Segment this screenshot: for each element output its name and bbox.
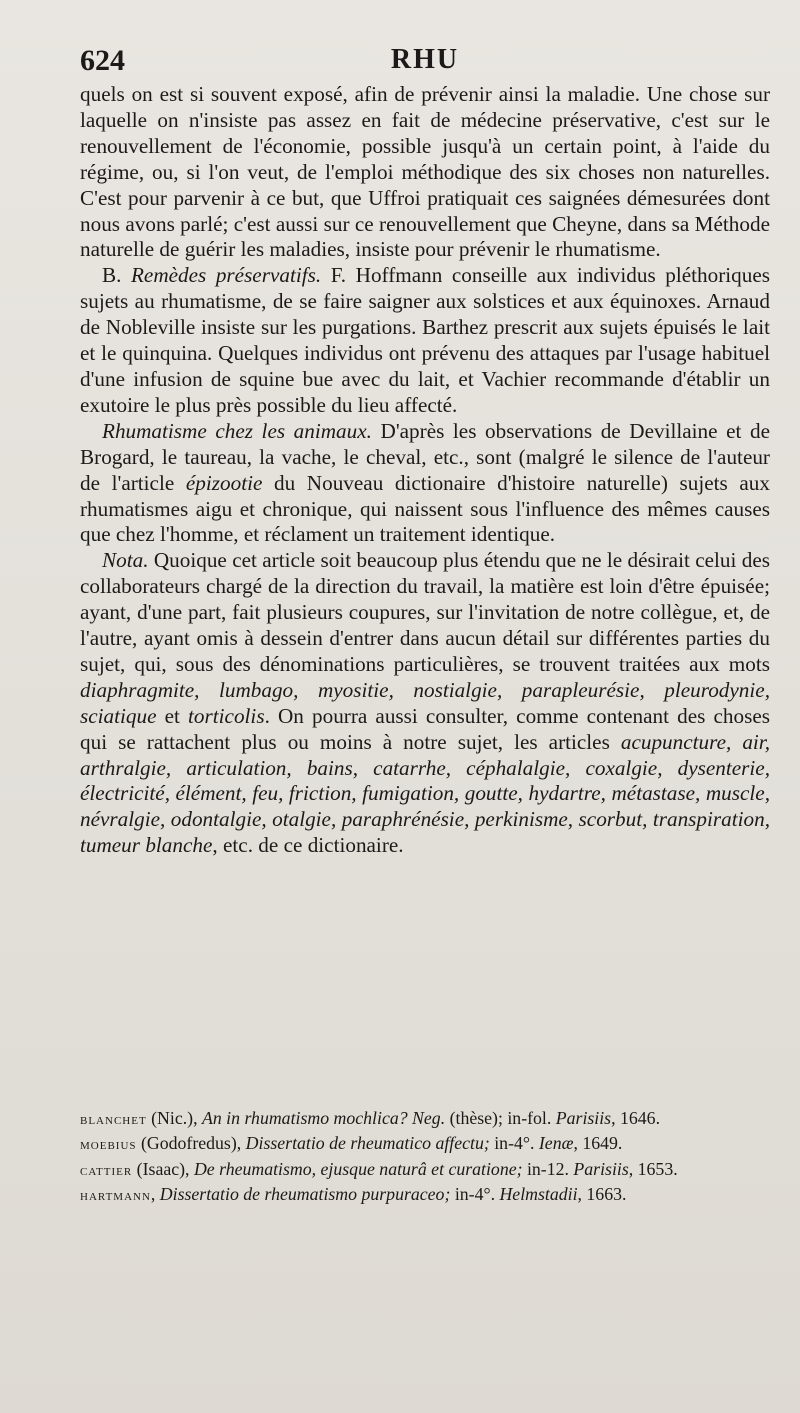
paragraph-nota (80, 548, 770, 859)
publication-year: , 1646. (611, 1108, 661, 1128)
paragraph-text: . On pourra aussi consulter, comme contenant des choses qui se rattachent plus ou moins à notre sujet, les articles (80, 703, 770, 754)
bibliography-entry (80, 1183, 770, 1207)
paragraph-text: , etc. de ce dictionaire. (212, 833, 404, 858)
section-heading: Rhumatisme chez les animaux. (102, 418, 372, 443)
publication-info: (thèse); in-fol. (445, 1108, 556, 1128)
publication-info: in-4°. (450, 1184, 500, 1205)
bibliography (80, 1107, 770, 1209)
paragraph-text: quels on est si souvent exposé, afin de prévenir ainsi la maladie. Une chose sur laquelle on n'insiste pas assez en fait de médecine préservative, c'est sur le renouvellement de l'économie, possible jusqu'à un certain point, à l'aide du régime, ou, si l'on veut, de l'emploi méthodique des six choses non naturelles. C'est pour parvenir à ce but, que Uffroi pratiquait ces saignées démesurées dont nous avons parlé; c'est aussi sur ce renouvellement que Cheyne, dans sa Méthode naturelle de guérir les maladies, insiste pour prévenir le rhumatisme. (80, 82, 770, 262)
author-given: (Nic.), (146, 1108, 202, 1128)
publication-year: , 1663. (577, 1184, 627, 1205)
paragraph-text: Quoique cet article soit beaucoup plus étendu que ne le désirait celui des collaborateurs chargé de la direction du travail, la matière est loin d'être épuisée; ayant, d'une part, fait plusieurs coupures, sur l'invitation de notre collègue, et, de l'autre, ayant omis à dessein d'entrer dans aucun détail sur différentes parties du sujet, qui, sous des dénominations particulières, se trouvent traitées aux mots (80, 548, 770, 676)
italic-terms: acupuncture, air, arthralgie, articulation, bains, catarrhe, céphalalgie, coxalgie, dysenterie, électricité, élément, feu, friction, fumigation, goutte, hydartre, métastase, muscle, névralgie, odontalgie, otalgie, paraphrénésie, perkinisme, scorbut, transpiration, tumeur blanche (80, 729, 770, 858)
author-given: (Godofredus), (136, 1133, 246, 1154)
bibliography-entry (80, 1158, 770, 1182)
publication-place: Parisiis (555, 1108, 612, 1128)
section-heading: Remèdes préservatifs. (130, 263, 322, 288)
author-name: hartmann (80, 1187, 151, 1205)
italic-term: torticolis (188, 703, 265, 728)
italic-term: épizootie (185, 470, 263, 495)
italic-terms: diaphragmite, lumbago, myositie, nostialgie, parapleurésie, pleurodynie, sciatique (80, 677, 770, 728)
publication-place: Ienæ (538, 1133, 574, 1154)
publication-year: , 1653. (628, 1158, 678, 1179)
paragraph-text: du Nouveau dictionaire d'histoire naturelle) sujets aux rhumatismes aigu et chronique, qui naissent sous l'influence des mêmes causes que chez l'homme, et réclament un traitement identique. (80, 470, 770, 547)
author-given: , (150, 1184, 160, 1205)
section-heading: Nota. (102, 548, 149, 573)
work-title: De rheumatismo, ejusque naturâ et curatione; (193, 1158, 523, 1179)
page-number: 624 (80, 44, 125, 77)
paragraph-animals (80, 419, 770, 549)
bibliography-entry (80, 1132, 770, 1156)
work-title: Dissertatio de rheumatismo purpuraceo; (159, 1184, 451, 1205)
paragraph-text: D'après les observations de Devillaine et de Brogard, le taureau, la vache, le cheval, etc., sont (malgré le silence de l'auteur de l'article (80, 418, 770, 495)
paragraph-text: F. Hoffmann conseille aux individus pléthoriques sujets au rhumatisme, de se faire saigner aux solstices et aux équinoxes. Arnaud de Nobleville insiste sur les purgations. Barthez prescrit aux sujets épuisés le lait et le quinquina. Quelques individus ont prévenu des attaques par l'usage habituel d'une infusion de squine bue avec du lait, et Vachier recommande d'établir un exutoire le plus près possible du lieu affecté. (80, 263, 771, 417)
author-given: (Isaac), (132, 1158, 194, 1179)
publication-place: Parisiis (573, 1158, 629, 1179)
work-title: Dissertatio de rheumatico affectu; (245, 1133, 490, 1154)
bibliography-entry (80, 1107, 770, 1131)
author-name: moebius (80, 1136, 137, 1154)
author-name: blanchet (80, 1111, 147, 1128)
running-head: RHU (390, 44, 460, 75)
publication-info: in-4°. (489, 1133, 539, 1154)
publication-year: , 1649. (573, 1133, 623, 1154)
work-title: An in rhumatismo mochlica? Neg. (201, 1108, 446, 1128)
paragraph-text: et (156, 703, 189, 728)
author-name: cattier (80, 1161, 133, 1179)
section-letter: B. (102, 263, 131, 288)
paragraph-preservative-remedies (80, 263, 770, 418)
paragraph-preservative-medicine (80, 82, 770, 263)
article-body (80, 82, 770, 859)
publication-place: Helmstadii (499, 1184, 578, 1205)
publication-info: in-12. (522, 1158, 574, 1179)
